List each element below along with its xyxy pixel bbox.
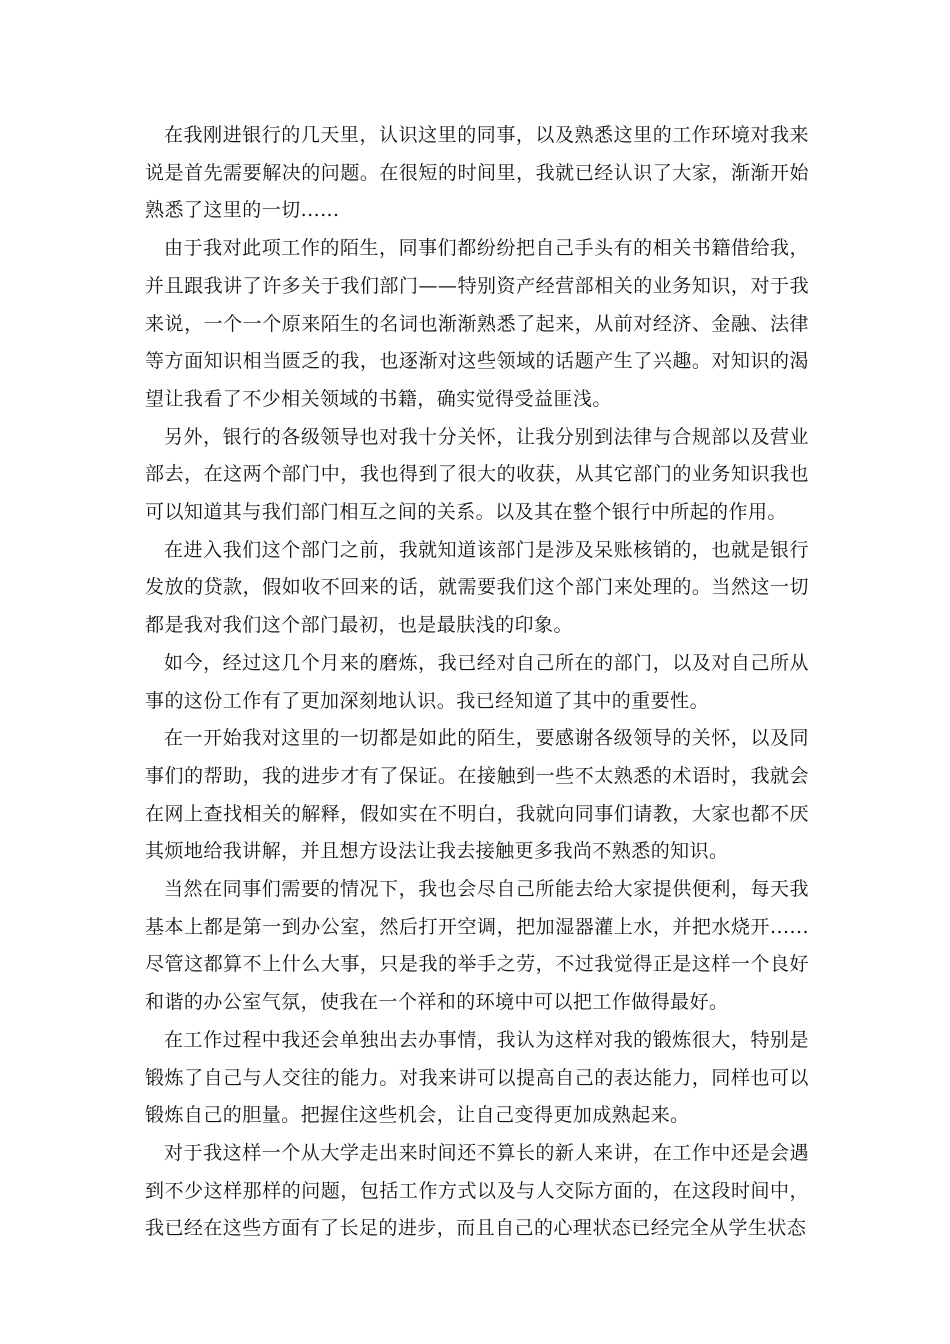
paragraph-8: 在工作过程中我还会单独出去办事情，我认为这样对我的锻炼很大，特别是锻炼了自己与人交往的能力。对我来讲可以提高自己的表达能力，同样也可以锻炼自己的胆量。把握住这些机会，让自己变得更加成熟起来。 [145, 1028, 809, 1127]
paragraph-6: 在一开始我对这里的一切都是如此的陌生，要感谢各级领导的关怀，以及同事们的帮助，我的进步才有了保证。在接触到一些不太熟悉的术语时，我就会在网上查找相关的解释，假如实在不明白，我就向同事们请教，大家也都不厌其烦地给我讲解，并且想方设法让我去接触更多我尚不熟悉的知识。 [145, 727, 809, 863]
document-body [145, 117, 809, 1248]
paragraph-3: 另外，银行的各级领导也对我十分关怀，让我分别到法律与合规部以及营业部去，在这两个部门中，我也得到了很大的收获，从其它部门的业务知识我也可以知道其与我们部门相互之间的关系。以及其在整个银行中所起的作用。 [145, 425, 809, 524]
paragraph-2: 由于我对此项工作的陌生，同事们都纷纷把自己手头有的相关书籍借给我，并且跟我讲了许多关于我们部门——特别资产经营部相关的业务知识，对于我来说，一个一个原来陌生的名词也渐渐熟悉了起来，从前对经济、金融、法律等方面知识相当匮乏的我，也逐渐对这些领域的话题产生了兴趣。对知识的渴望让我看了不少相关领域的书籍，确实觉得受益匪浅。 [145, 237, 809, 410]
paragraph-1: 在我刚进银行的几天里，认识这里的同事，以及熟悉这里的工作环境对我来说是首先需要解决的问题。在很短的时间里，我就已经认识了大家，渐渐开始熟悉了这里的一切...... [145, 124, 809, 222]
paragraph-7: 当然在同事们需要的情况下，我也会尽自己所能去给大家提供便利，每天我基本上都是第一到办公室，然后打开空调，把加湿器灌上水，并把水烧开......尽管这都算不上什么大事，只是我的举手之劳，不过我觉得正是这样一个良好和谐的办公室气氛，使我在一个祥和的环境中可以把工作做得最好。 [145, 878, 809, 1014]
paragraph-4: 在进入我们这个部门之前，我就知道该部门是涉及呆账核销的，也就是银行发放的贷款，假如收不回来的话，就需要我们这个部门来处理的。当然这一切都是我对我们这个部门最初，也是最肤浅的印象。 [145, 538, 809, 637]
paragraph-5: 如今，经过这几个月来的磨炼，我已经对自己所在的部门，以及对自己所从事的这份工作有了更加深刻地认识。我已经知道了其中的重要性。 [145, 651, 809, 712]
paragraph-9: 对于我这样一个从大学走出来时间还不算长的新人来讲，在工作中还是会遇到不少这样那样的问题，包括工作方式以及与人交际方面的，在这段时间中，我已经在这些方面有了长足的进步，而且自己的心理状态已经完全从学生状态 [145, 1141, 809, 1240]
